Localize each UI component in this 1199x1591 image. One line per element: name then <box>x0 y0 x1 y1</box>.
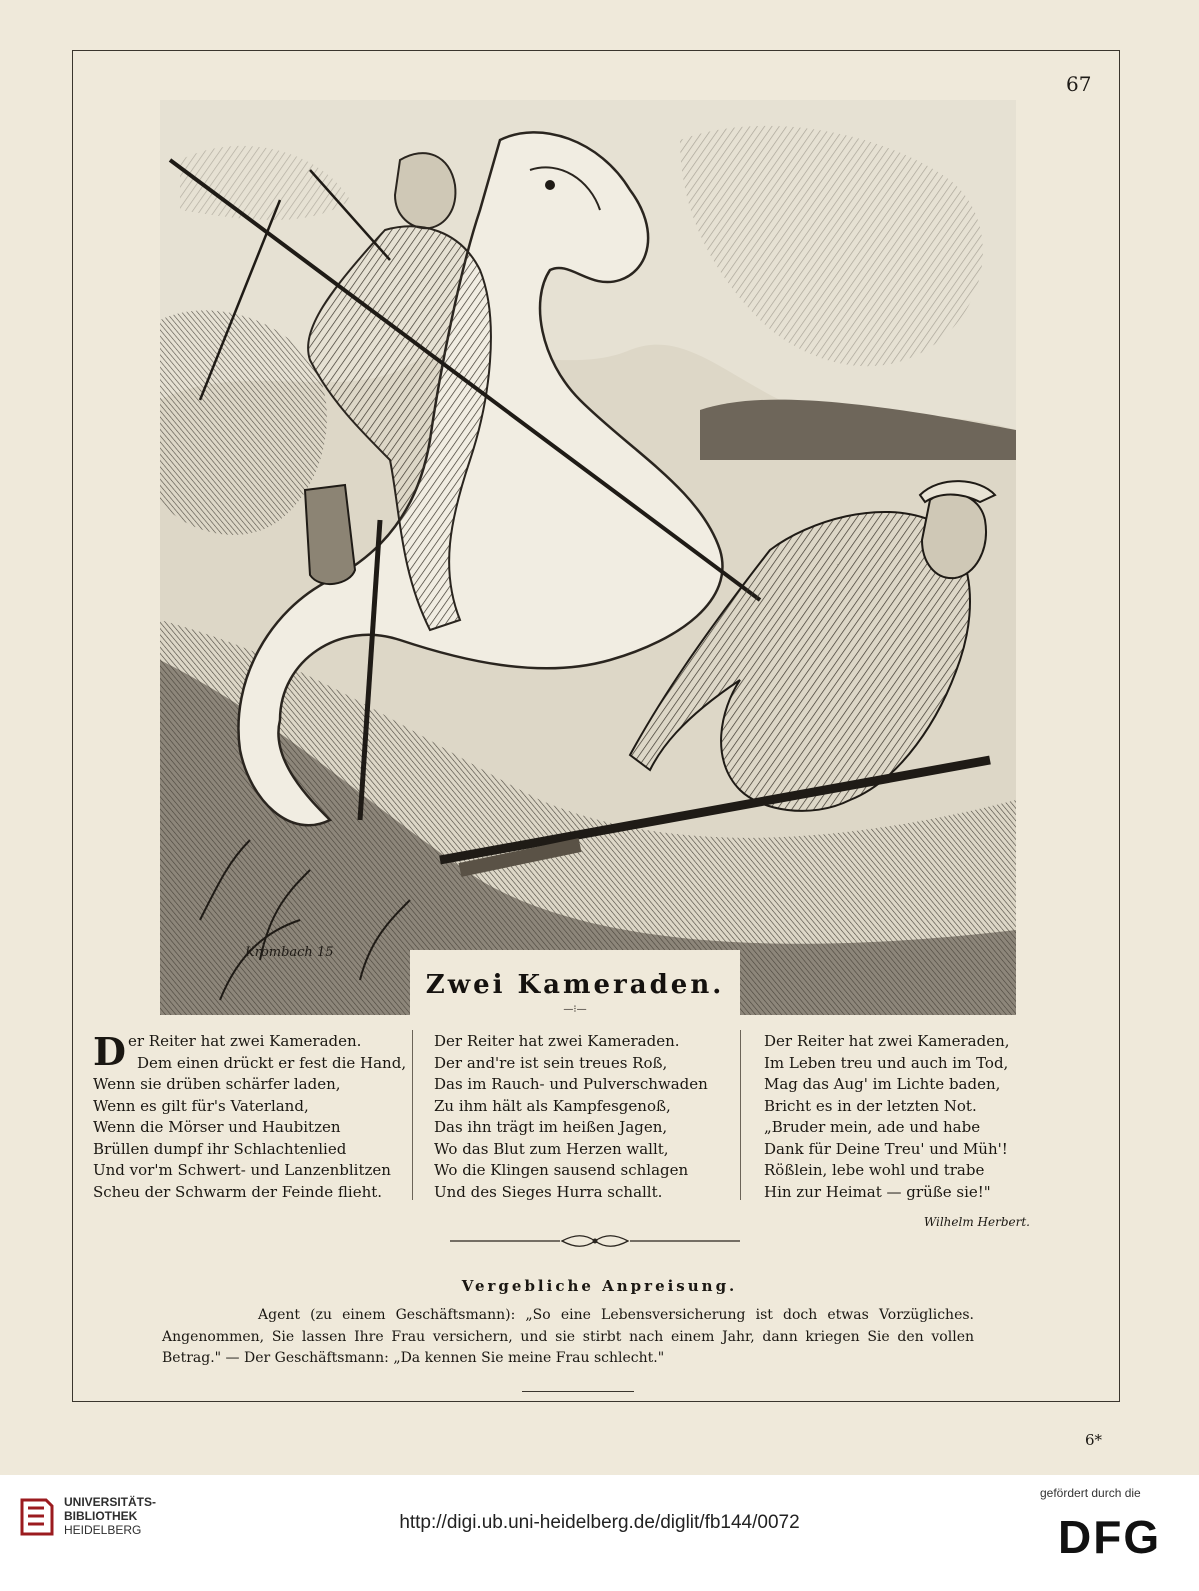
verse-line: Wenn es gilt für's Vaterland, <box>93 1096 309 1115</box>
verse-line: Im Leben treu und auch im Tod, <box>764 1053 1009 1072</box>
battle-illustration <box>160 100 1016 1015</box>
verse-line: er Reiter hat zwei Kameraden. <box>127 1032 362 1050</box>
signature-mark: 6* <box>1085 1431 1103 1449</box>
poem-stanza-1 <box>93 1029 407 1203</box>
artist-signature: Krombach 15 <box>245 945 334 960</box>
library-name-line: HEIDELBERG <box>64 1523 142 1537</box>
footer-bar <box>0 1475 1199 1591</box>
verse-line: Dem einen drückt er fest die Hand, <box>137 1053 407 1072</box>
permalink-url[interactable]: http://digi.ub.uni-heidelberg.de/diglit/fb144/0072 <box>399 1512 800 1533</box>
column-divider <box>740 1030 741 1200</box>
verse-line: Das ihn trägt im heißen Jagen, <box>434 1118 668 1136</box>
verse-line: Der Reiter hat zwei Kameraden. <box>434 1032 680 1050</box>
verse-line: Wenn die Mörser und Haubitzen <box>93 1118 341 1136</box>
verse-line: Zu ihm hält als Kampfesgenoß, <box>434 1096 671 1115</box>
title-ornament: —⁝— <box>563 1004 587 1015</box>
anecdote-text: Agent (zu einem Geschäftsmann): „So eine Lebensversicherung ist doch etwas Vorzügliches. Angenommen, Sie lassen Ihre Frau versichern, und sie stirbt nach einem Jahr, dann kriegen Sie den vollen Betrag." — Der Geschäftsmann: „Da kennen Sie meine Frau schlecht." <box>162 1307 974 1366</box>
cavalry-charge-engraving <box>160 100 1016 1015</box>
library-name-line: UNIVERSITÄTS- <box>64 1495 157 1509</box>
library-name-line: BIBLIOTHEK <box>64 1509 138 1523</box>
funded-by-label: gefördert durch die <box>1040 1486 1141 1500</box>
end-rule <box>522 1391 634 1392</box>
verse-line: Mag das Aug' im Lichte baden, <box>764 1075 1001 1093</box>
anecdote-title: Vergebliche Anpreisung. <box>461 1277 738 1295</box>
poem-title: Zwei Kameraden. <box>425 970 725 1000</box>
verse-line: Rößlein, lebe wohl und trabe <box>764 1161 985 1179</box>
verse-line: Wo die Klingen sausend schlagen <box>434 1161 689 1179</box>
verse-line: Der and're ist sein treues Roß, <box>434 1053 668 1072</box>
column-divider <box>412 1030 413 1200</box>
verse-line: Und des Sieges Hurra schallt. <box>434 1182 663 1201</box>
poem-title-box <box>410 950 740 1020</box>
ornamental-separator <box>450 1232 740 1250</box>
dfg-logo: DFG <box>1058 1511 1162 1563</box>
verse-line: Hin zur Heimat — grüße sie!" <box>764 1182 991 1201</box>
poem-stanza-2 <box>434 1031 734 1203</box>
verse-line: Brüllen dumpf ihr Schlachtenlied <box>93 1139 347 1158</box>
drop-cap: D <box>93 1029 126 1074</box>
verse-line: Wo das Blut zum Herzen wallt, <box>434 1139 669 1158</box>
poem-stanza-3 <box>764 1031 1064 1203</box>
verse-line: Scheu der Schwarm der Feinde flieht. <box>93 1182 383 1201</box>
verse-line: Der Reiter hat zwei Kameraden, <box>764 1032 1010 1050</box>
verse-line: „Bruder mein, ade und habe <box>764 1118 981 1136</box>
verse-line: Wenn sie drüben schärfer laden, <box>93 1075 341 1093</box>
poem-author: Wilhelm Herbert. <box>923 1215 1030 1229</box>
verse-line: Das im Rauch- und Pulverschwaden <box>434 1075 708 1093</box>
verse-line: Dank für Deine Treu' und Müh'! <box>764 1139 1008 1158</box>
page-number: 67 <box>1066 72 1092 96</box>
verse-line: Bricht es in der letzten Not. <box>764 1096 977 1115</box>
verse-line: Und vor'm Schwert- und Lanzenblitzen <box>93 1161 391 1179</box>
